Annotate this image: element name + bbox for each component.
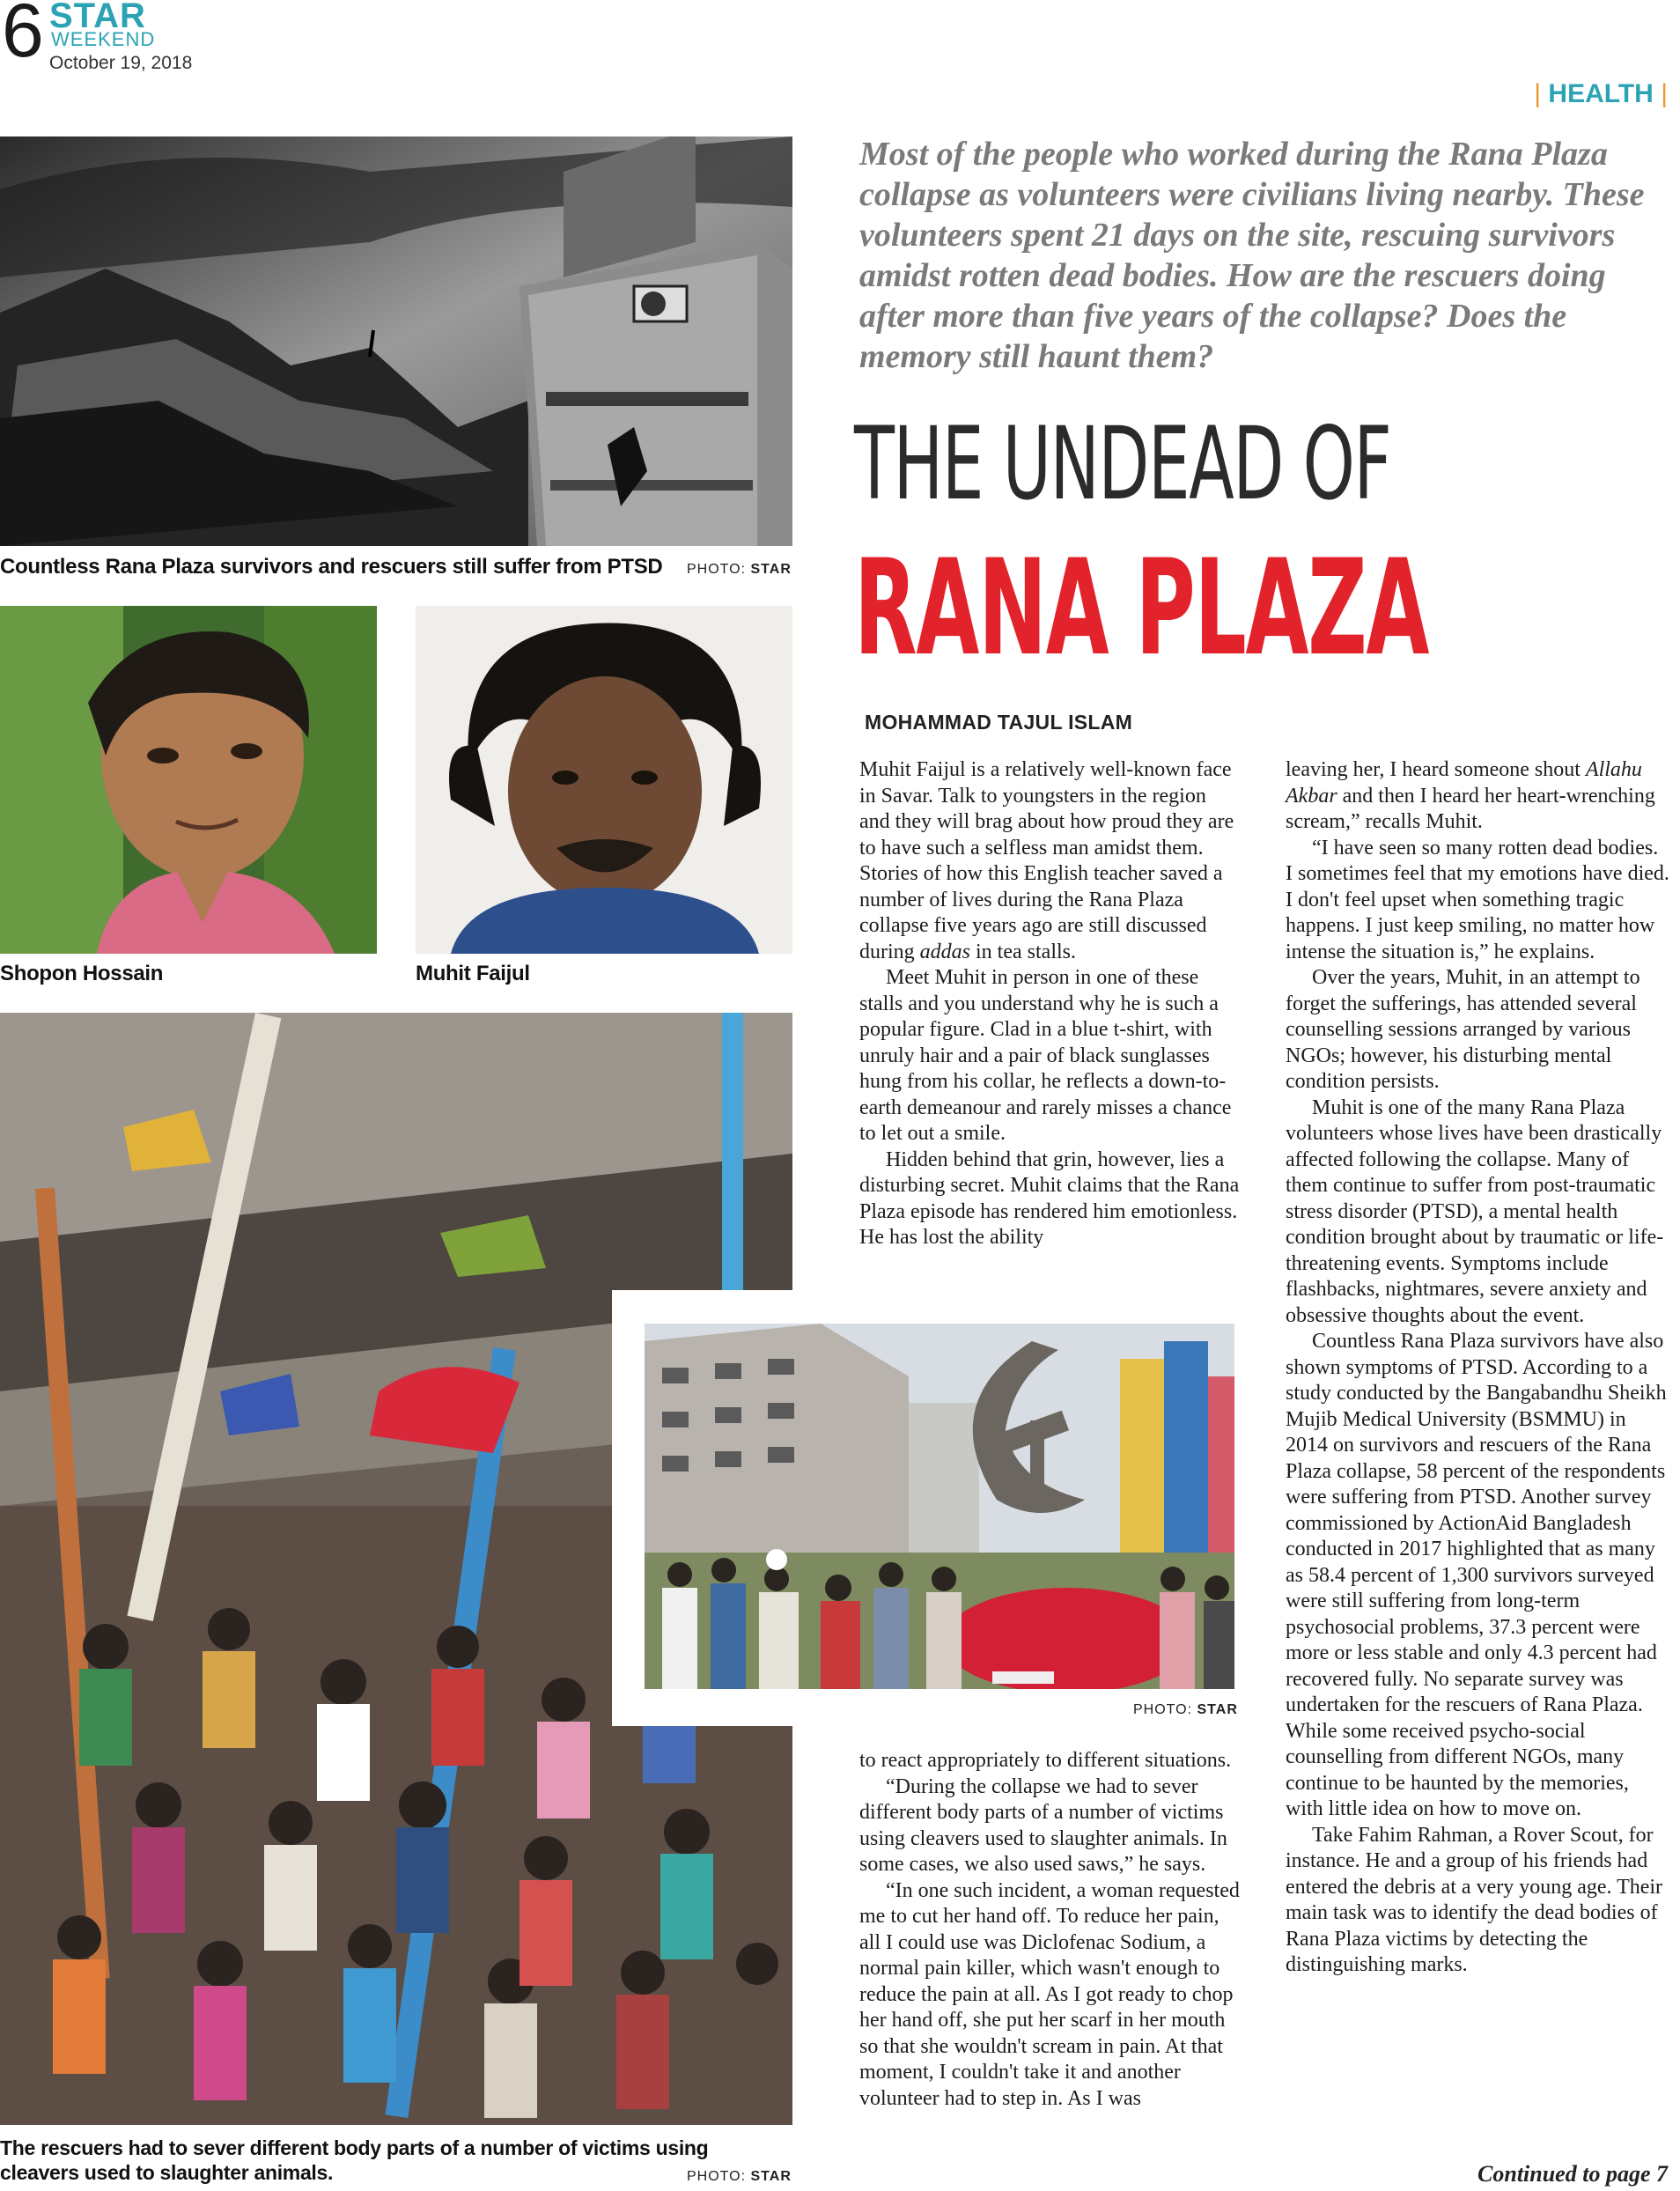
paragraph: Meet Muhit in person in one of these stalls and you understand why he is such a popular figure. Clad in a blue t-shirt, with unruly hair and a pair of black sunglasses hung from his collar, he reflects a down-to-earth demeanour and rarely misses a chance to let out a smile. xyxy=(859,966,1232,1145)
body-column-1-top xyxy=(859,757,1240,1251)
body-column-1-bottom xyxy=(859,1748,1240,2112)
masthead-logo-weekend: WEEKEND xyxy=(51,28,156,50)
paragraph: to react appropriately to different situations. xyxy=(859,1749,1232,1772)
paragraph: Countless Rana Plaza survivors have also shown symptoms of PTSD. According to a study conducted by the Bangabandhu Sheikh Mujib Medical University (BSMMU) in 2014 on survivors and rescuers of the Rana Plaza collapse, 58 percent of the respondents were suffering from PTSD. Another survey commissioned by ActionAid Bangladesh conducted in 2017 highlighted that as many as 58.4 percent of 1,300 survivors surveyed were still suffering from long-term psychosocial problems, 37.3 percent were more or less stable and only 4.3 percent had recovered fully. No separate survey was undertaken for the rescuers of Rana Plaza. While some received psycho-social counselling from different NGOs, many continue to be haunted by the memories, with little idea on how to move on. xyxy=(1286,1330,1667,1820)
caption-muhit-faijul: Muhit Faijul xyxy=(416,962,530,985)
page-number: 6 xyxy=(2,0,44,73)
credit-source: STAR xyxy=(750,2169,792,2184)
credit-label: PHOTO: xyxy=(687,2169,747,2184)
credit-top-photo xyxy=(687,562,792,578)
paragraph: “In one such incident, a woman requested me to cut her hand off. To reduce her pain, all I could use was Diclofenac Sodium, a normal pain killer, which wasn't enough to reduce the pain at all. As I got ready to chop her hand off, she put her scarf in her mouth so that she wouldn't scream in pain. At that moment, I couldn't take it and another volunteer had to step in. As I was xyxy=(859,1878,1240,2110)
paragraph: Take Fahim Rahman, a Rover Scout, for instance. He and a group of his friends had entered the debris at a very young age. Their main task was to identify the dead bodies of Rana Plaza victims by detecting the distinguishing marks. xyxy=(1286,1823,1663,1976)
paragraph: Muhit is one of the many Rana Plaza volunteers whose lives have been drastically affected following the collapse. Many of them continue to suffer from post-traumatic stress disorder (PTSD), a mental health condition brought about by traumatic or life-threatening events. Symptoms include flashbacks, nightmares, severe anxiety and obsessive thoughts about the event. xyxy=(1286,1096,1664,1327)
caption-top-photo: Countless Rana Plaza survivors and rescuers still suffer from PTSD xyxy=(0,555,663,579)
photo-muhit-faijul xyxy=(416,606,792,954)
masthead-logo-star: STAR xyxy=(49,0,146,35)
photo-collapsed-building xyxy=(0,136,792,546)
issue-date: October 19, 2018 xyxy=(49,53,193,73)
paragraph: Hidden behind that grin, however, lies a disturbing secret. Muhit claims that the Rana Plaza episode has rendered him emotionless. He has lost the ability xyxy=(859,1147,1240,1249)
credit-bottom-photo xyxy=(687,2169,792,2185)
caption-bottom-photo: The rescuers had to sever different body parts of a number of victims using cleavers used to slaughter animals. xyxy=(0,2136,709,2184)
photo-shopon-hossain xyxy=(0,606,377,954)
credit-source: STAR xyxy=(1197,1702,1238,1717)
paragraph: “During the collapse we had to sever different body parts of a number of victims using cleavers used to slaughter animals. In some cases, we also used saws,” he says. xyxy=(859,1774,1227,1876)
headline-line-2: RANA PLAZA xyxy=(854,532,1429,685)
credit-label: PHOTO: xyxy=(687,562,747,577)
credit-inset-photo xyxy=(1133,1702,1238,1718)
continued-to-page-link[interactable]: Continued to page 7 xyxy=(1477,2161,1668,2187)
section-name: HEALTH xyxy=(1548,79,1654,108)
headline-line-1: THE UNDEAD OF xyxy=(854,405,1391,522)
paragraph: leaving her, I heard someone shout Allahu Akbar and then I heard her heart-wrenching scream,” recalls Muhit. xyxy=(1286,758,1655,833)
photo-rana-plaza-memorial xyxy=(645,1324,1234,1689)
credit-label: PHOTO: xyxy=(1133,1702,1193,1717)
paragraph: Over the years, Muhit, in an attempt to forget the sufferings, has attended several counselling sessions arranged by various NGOs; however, his disturbing mental condition persists. xyxy=(1286,966,1640,1093)
paragraph: “I have seen so many rotten dead bodies. I sometimes feel that my emotions have died. I don't feel upset when something tragic happens. I just keep smiling, no matter how intense the situation is,” he explains. xyxy=(1286,836,1669,963)
section-divider-right: | xyxy=(1661,79,1668,108)
body-column-2 xyxy=(1286,757,1669,1979)
caption-shopon-hossain: Shopon Hossain xyxy=(0,962,164,985)
section-label xyxy=(1534,79,1668,109)
section-divider-left: | xyxy=(1534,79,1542,108)
paragraph: Muhit Faijul is a relatively well-known face in Savar. Talk to youngsters in the region and they will brag about how proud they are to have such a selfless man amidst them. Stories of how this English teacher saved a number of lives during the Rana Plaza collapse five years ago are still discussed during addas in tea stalls. xyxy=(859,758,1234,963)
credit-source: STAR xyxy=(750,562,792,577)
byline: MOHAMMAD TAJUL ISLAM xyxy=(865,711,1133,734)
article-deck: Most of the people who worked during the Rana Plaza collapse as volunteers were civilians living nearby. These volunteers spent 21 days on the site, rescuing survivors amidst rotten dead bodies. How are the rescuers doing after more than five years of the collapse? Does the memory still haunt them? xyxy=(859,136,1645,375)
